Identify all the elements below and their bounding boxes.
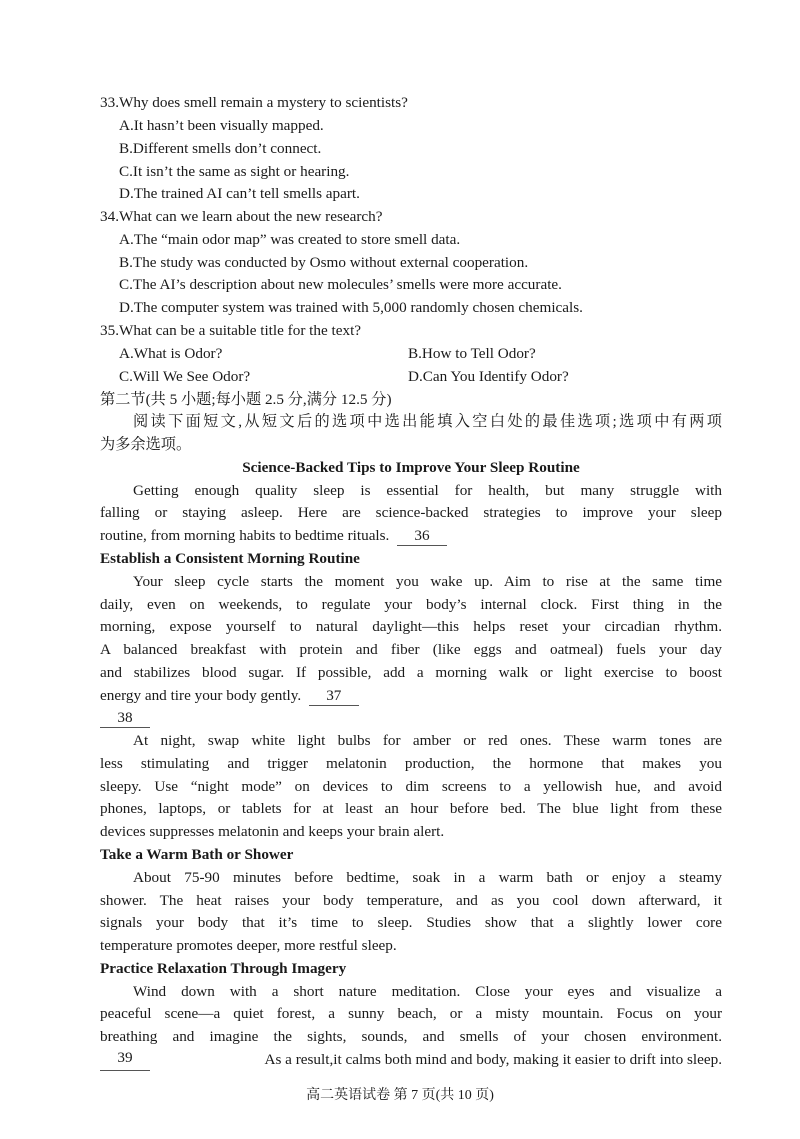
section-2-instructions-cont: 为多余选项。 <box>100 436 192 453</box>
para-line: morning, expose yourself to natural daylight—this helps reset your circadian rhythm. <box>100 618 722 635</box>
para-line: daily, even on weekends, to regulate your body’s internal clock. First thing in the <box>100 596 722 613</box>
para-line: less stimulating and trigger melatonin production, the hormone that makes you <box>100 755 722 772</box>
para-line: sleepy. Use “night mode” on devices to dim screens to a yellowish hue, and avoid <box>100 778 722 795</box>
para-line: As a result,it calms both mind and body, making it easier to drift into sleep. <box>264 1051 722 1068</box>
q35-options-row-2 <box>0 366 800 388</box>
para-line: About 75-90 minutes before bedtime, soak in a warm bath or enjoy a steamy <box>133 869 722 886</box>
question-34-stem: 34.What can we learn about the new research? <box>100 208 383 225</box>
intro-line: falling or staying asleep. Here are science-backed strategies to improve your sleep <box>100 504 722 521</box>
para-line: energy and tire your body gently. <box>100 687 302 704</box>
para-line: and stabilizes blood sugar. If possible, add a morning walk or light exercise to boost <box>100 664 722 681</box>
heading-imagery: Practice Relaxation Through Imagery <box>100 960 347 977</box>
intro-line: Getting enough quality sleep is essential for health, but many struggle with <box>133 482 722 499</box>
intro-line-last <box>100 525 722 547</box>
heading-blank-38 <box>100 707 722 729</box>
q34-option-d: D.The computer system was trained with 5,000 randomly chosen chemicals. <box>119 299 583 316</box>
q33-option-d: D.The trained AI can’t tell smells apart. <box>119 185 360 202</box>
para-line: temperature promotes deeper, more restful sleep. <box>100 937 397 954</box>
q33-option-b: B.Different smells don’t connect. <box>119 140 322 157</box>
para-line: breathing and imagine the sights, sounds, and smells of your chosen environment. <box>100 1028 722 1045</box>
blank-37: 37 <box>309 687 359 706</box>
section-2-instructions: 阅读下面短文,从短文后的选项中选出能填入空白处的最佳选项;选项中有两项 <box>133 413 722 430</box>
q35-options-row-1 <box>0 343 800 365</box>
heading-warm-bath: Take a Warm Bath or Shower <box>100 846 294 863</box>
para-line: At night, swap white light bulbs for amber or red ones. These warm tones are <box>133 732 722 749</box>
blank-36: 36 <box>397 527 447 546</box>
para-line: signals your body that it’s time to sleep. Studies show that a slightly lower core <box>100 914 722 931</box>
para-line: devices suppresses melatonin and keeps your brain alert. <box>100 823 445 840</box>
para-line-last <box>100 1049 722 1071</box>
q35-option-b: B.How to Tell Odor? <box>408 345 536 362</box>
q33-option-c: C.It isn’t the same as sight or hearing. <box>119 163 350 180</box>
section-2-header: 第二节(共 5 小题;每小题 2.5 分,满分 12.5 分) <box>100 391 392 408</box>
q35-option-c: C.Will We See Odor? <box>119 368 251 385</box>
para-line: shower. The heat raises your body temperature, and as you cool down afterward, it <box>100 892 722 909</box>
question-33-stem: 33.Why does smell remain a mystery to scientists? <box>100 94 408 111</box>
page-footer: 高二英语试卷 第 7 页(共 10 页) <box>306 1088 494 1103</box>
q35-option-d: D.Can You Identify Odor? <box>408 368 569 385</box>
intro-line: routine, from morning habits to bedtime rituals. <box>100 527 390 544</box>
q34-option-b: B.The study was conducted by Osmo without external cooperation. <box>119 254 529 271</box>
q34-option-c: C.The AI’s description about new molecules’ smells were more accurate. <box>119 276 562 293</box>
blank-39: 39 <box>100 1049 150 1071</box>
passage-title: Science-Backed Tips to Improve Your Sleep Routine <box>242 459 580 476</box>
blank-38: 38 <box>100 709 150 728</box>
heading-morning-routine: Establish a Consistent Morning Routine <box>100 550 360 567</box>
question-35-stem: 35.What can be a suitable title for the text? <box>100 322 362 339</box>
q34-option-a: A.The “main odor map” was created to store smell data. <box>119 231 461 248</box>
q33-option-a: A.It hasn’t been visually mapped. <box>119 117 324 134</box>
para-line: Your sleep cycle starts the moment you wake up. Aim to rise at the same time <box>133 573 722 590</box>
para-line: phones, laptops, or tablets for at least an hour before bed. The blue light from these <box>100 800 722 817</box>
para-line: Wind down with a short nature meditation. Close your eyes and visualize a <box>133 983 722 1000</box>
q35-option-a: A.What is Odor? <box>119 345 223 362</box>
para-line: peaceful scene—a quiet forest, a sunny beach, or a misty mountain. Focus on your <box>100 1005 722 1022</box>
para-line-last <box>100 685 722 707</box>
para-line: A balanced breakfast with protein and fiber (like eggs and oatmeal) fuels your day <box>100 641 722 658</box>
